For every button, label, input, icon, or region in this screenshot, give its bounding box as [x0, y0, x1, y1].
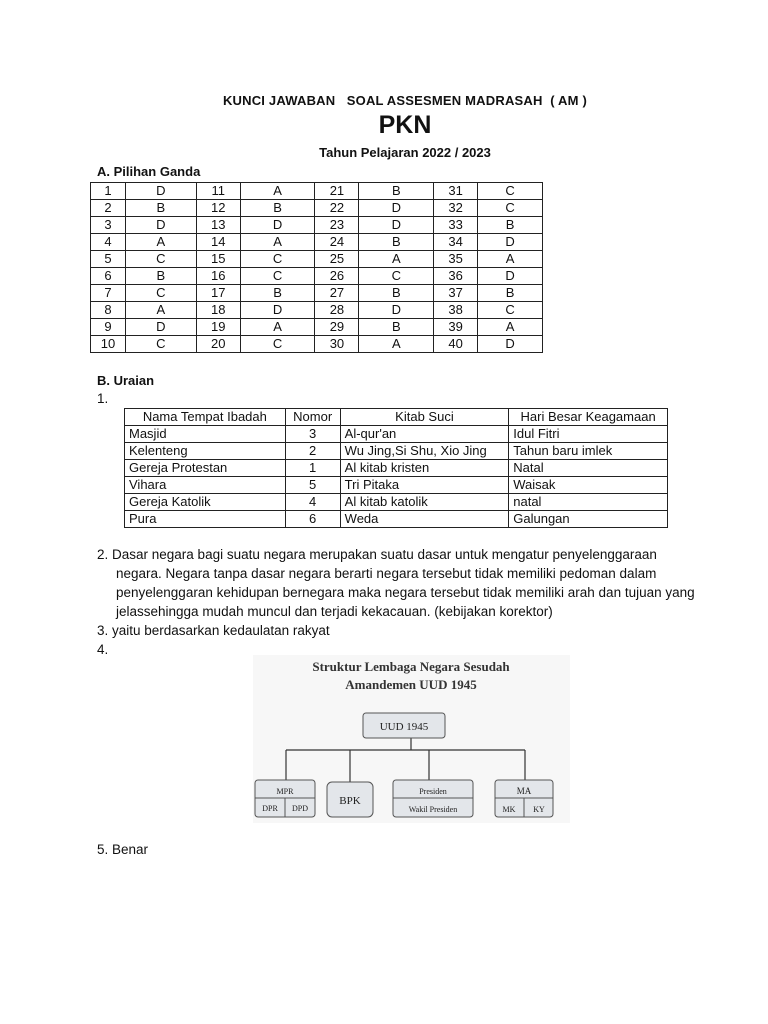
question-number-cell: 26 — [315, 268, 359, 285]
answer-letter-cell: D — [125, 319, 196, 336]
answer-letter-cell: D — [478, 268, 543, 285]
table-cell: Idul Fitri — [509, 426, 668, 443]
question-number-cell: 21 — [315, 183, 359, 200]
answer-letter-cell: A — [359, 251, 434, 268]
question-number-cell: 27 — [315, 285, 359, 302]
mpr-label: MPR — [276, 787, 294, 796]
answer-row — [91, 217, 543, 234]
answer-letter-cell: C — [478, 183, 543, 200]
table-cell: Natal — [509, 460, 668, 477]
table-cell: Pura — [125, 511, 286, 528]
table-cell: Tahun baru imlek — [509, 443, 668, 460]
answer-letter-cell: B — [359, 183, 434, 200]
answer-letter-cell: D — [478, 234, 543, 251]
answer-letter-cell: C — [240, 251, 315, 268]
answer-letter-cell: D — [478, 336, 543, 353]
question-number-cell: 22 — [315, 200, 359, 217]
diagram-title-line-2: Amandemen UUD 1945 — [345, 677, 477, 692]
question-4-number: 4. — [97, 642, 109, 657]
table-cell: Tri Pitaka — [340, 477, 509, 494]
document-title: KUNCI JAWABAN SOAL ASSESMEN MADRASAH ( AM ) — [222, 93, 588, 108]
question-3-answer: 3. yaitu berdasarkan kedaulatan rakyat — [97, 623, 330, 638]
question-number-cell: 18 — [196, 302, 240, 319]
answer-letter-cell: C — [478, 302, 543, 319]
answer-letter-cell: A — [240, 234, 315, 251]
answer-letter-cell: B — [125, 268, 196, 285]
answer-row — [91, 183, 543, 200]
table-row — [125, 460, 668, 477]
question-number-cell: 10 — [91, 336, 126, 353]
question-number-cell: 2 — [91, 200, 126, 217]
question-number-cell: 19 — [196, 319, 240, 336]
question-number-cell: 29 — [315, 319, 359, 336]
mk-label: MK — [502, 805, 516, 814]
question-number-cell: 37 — [434, 285, 478, 302]
answer-letter-cell: B — [240, 285, 315, 302]
answer-letter-cell: B — [478, 217, 543, 234]
table-cell: Al kitab kristen — [340, 460, 509, 477]
table-cell: 4 — [285, 494, 340, 511]
table-cell: Gereja Katolik — [125, 494, 286, 511]
answer-row — [91, 234, 543, 251]
dpr-label: DPR — [262, 804, 278, 813]
column-header: Nomor — [285, 409, 340, 426]
question-number-cell: 5 — [91, 251, 126, 268]
answer-letter-cell: D — [359, 217, 434, 234]
answer-letter-cell: D — [240, 217, 315, 234]
question-number-cell: 6 — [91, 268, 126, 285]
question-number-cell: 9 — [91, 319, 126, 336]
worship-places-table — [124, 408, 668, 528]
answer-letter-cell: B — [478, 285, 543, 302]
bpk-box — [327, 782, 373, 817]
table-row — [125, 426, 668, 443]
answer-row — [91, 251, 543, 268]
question-number-cell: 16 — [196, 268, 240, 285]
question-number-cell: 38 — [434, 302, 478, 319]
question-number-cell: 39 — [434, 319, 478, 336]
question-number-cell: 33 — [434, 217, 478, 234]
answer-letter-cell: D — [125, 217, 196, 234]
question-number-cell: 30 — [315, 336, 359, 353]
answer-letter-cell: D — [359, 200, 434, 217]
answer-letter-cell: C — [125, 336, 196, 353]
answer-letter-cell: A — [125, 234, 196, 251]
section-a-label: A. Pilihan Ganda — [97, 164, 201, 179]
answer-letter-cell: A — [478, 251, 543, 268]
uud-1945-label: UUD 1945 — [379, 721, 429, 733]
table-row — [125, 511, 668, 528]
table-cell: Wu Jing,Si Shu, Xio Jing — [340, 443, 509, 460]
question-number-cell: 4 — [91, 234, 126, 251]
answer-letter-cell: B — [359, 285, 434, 302]
question-number-cell: 3 — [91, 217, 126, 234]
answer-row — [91, 285, 543, 302]
column-header: Kitab Suci — [340, 409, 509, 426]
question-2-line-2: negara. Negara tanpa dasar negara berarti negara tersebut tidak memiliki pedoman dalam — [116, 566, 657, 581]
question-number-cell: 12 — [196, 200, 240, 217]
table-cell: Waisak — [509, 477, 668, 494]
table-row — [125, 443, 668, 460]
table-cell: Al-qur'an — [340, 426, 509, 443]
answer-letter-cell: B — [125, 200, 196, 217]
question-number-cell: 13 — [196, 217, 240, 234]
question-5-answer: 5. Benar — [97, 842, 149, 857]
question-number-cell: 31 — [434, 183, 478, 200]
answer-letter-cell: A — [478, 319, 543, 336]
question-2-line-4: jelassehingga mudah muncul dan terjadi kekacauan. (kebijakan korektor) — [116, 604, 553, 619]
answer-letter-cell: C — [125, 251, 196, 268]
answer-letter-cell: A — [125, 302, 196, 319]
diagram-connectors — [286, 738, 525, 782]
diagram-title-line-1: Struktur Lembaga Negara Sesudah — [312, 659, 510, 674]
table-cell: natal — [509, 494, 668, 511]
question-number-cell: 40 — [434, 336, 478, 353]
section-b-label: B. Uraian — [97, 373, 155, 388]
answer-row — [91, 319, 543, 336]
question-number-cell: 25 — [315, 251, 359, 268]
answer-row — [91, 302, 543, 319]
answer-letter-cell: C — [125, 285, 196, 302]
presiden-box — [393, 780, 473, 817]
answer-letter-cell: B — [359, 319, 434, 336]
multiple-choice-answer-table — [90, 182, 543, 353]
ky-label: KY — [533, 805, 545, 814]
table-cell: 5 — [285, 477, 340, 494]
question-number-cell: 28 — [315, 302, 359, 319]
answer-letter-cell: B — [240, 200, 315, 217]
answer-letter-cell: C — [240, 336, 315, 353]
question-number-cell: 36 — [434, 268, 478, 285]
table-cell: Gereja Protestan — [125, 460, 286, 477]
ma-label: MA — [516, 786, 532, 796]
question-number-cell: 7 — [91, 285, 126, 302]
table-cell: Vihara — [125, 477, 286, 494]
answer-letter-cell: C — [359, 268, 434, 285]
answer-letter-cell: C — [478, 200, 543, 217]
answer-letter-cell: A — [240, 319, 315, 336]
question-2-line-1: 2. Dasar negara bagi suatu negara merupakan suatu dasar untuk mengatur penyelenggaraan — [97, 547, 657, 562]
answer-letter-cell: D — [359, 302, 434, 319]
table-cell: Weda — [340, 511, 509, 528]
presiden-label: Presiden — [419, 787, 447, 796]
question-number-cell: 24 — [315, 234, 359, 251]
wakil-presiden-label: Wakil Presiden — [408, 805, 458, 814]
answer-letter-cell: C — [240, 268, 315, 285]
table-row — [125, 494, 668, 511]
state-institutions-diagram — [253, 655, 570, 823]
column-header: Hari Besar Keagamaan — [509, 409, 668, 426]
uud-1945-box — [363, 713, 445, 738]
table-cell: Al kitab katolik — [340, 494, 509, 511]
question-1-number: 1. — [97, 391, 109, 406]
answer-letter-cell: A — [359, 336, 434, 353]
table-cell: 2 — [285, 443, 340, 460]
subject-title: PKN — [378, 111, 432, 139]
question-number-cell: 11 — [196, 183, 240, 200]
answer-letter-cell: D — [240, 302, 315, 319]
table-cell: 6 — [285, 511, 340, 528]
question-number-cell: 17 — [196, 285, 240, 302]
question-number-cell: 34 — [434, 234, 478, 251]
table-cell: Masjid — [125, 426, 286, 443]
answer-row — [91, 268, 543, 285]
question-number-cell: 14 — [196, 234, 240, 251]
table-cell: Galungan — [509, 511, 668, 528]
column-header: Nama Tempat Ibadah — [125, 409, 286, 426]
answer-letter-cell: A — [240, 183, 315, 200]
bpk-label: BPK — [339, 795, 361, 807]
question-number-cell: 35 — [434, 251, 478, 268]
ma-box — [495, 780, 553, 817]
question-number-cell: 20 — [196, 336, 240, 353]
answer-row — [91, 200, 543, 217]
question-number-cell: 1 — [91, 183, 126, 200]
answer-letter-cell: B — [359, 234, 434, 251]
answer-row — [91, 336, 543, 353]
table-cell: 3 — [285, 426, 340, 443]
question-number-cell: 8 — [91, 302, 126, 319]
table-cell: 1 — [285, 460, 340, 477]
dpd-label: DPD — [291, 804, 309, 813]
question-number-cell: 32 — [434, 200, 478, 217]
question-number-cell: 23 — [315, 217, 359, 234]
question-2-line-3: penyelenggaran kehidupan bernegara maka negara tersebut tidak memiliki arah dan tujuan yang — [116, 585, 695, 600]
table-cell: Kelenteng — [125, 443, 286, 460]
mpr-box — [255, 780, 315, 817]
table-row — [125, 477, 668, 494]
question-number-cell: 15 — [196, 251, 240, 268]
answer-letter-cell: D — [125, 183, 196, 200]
academic-year: Tahun Pelajaran 2022 / 2023 — [319, 145, 491, 160]
